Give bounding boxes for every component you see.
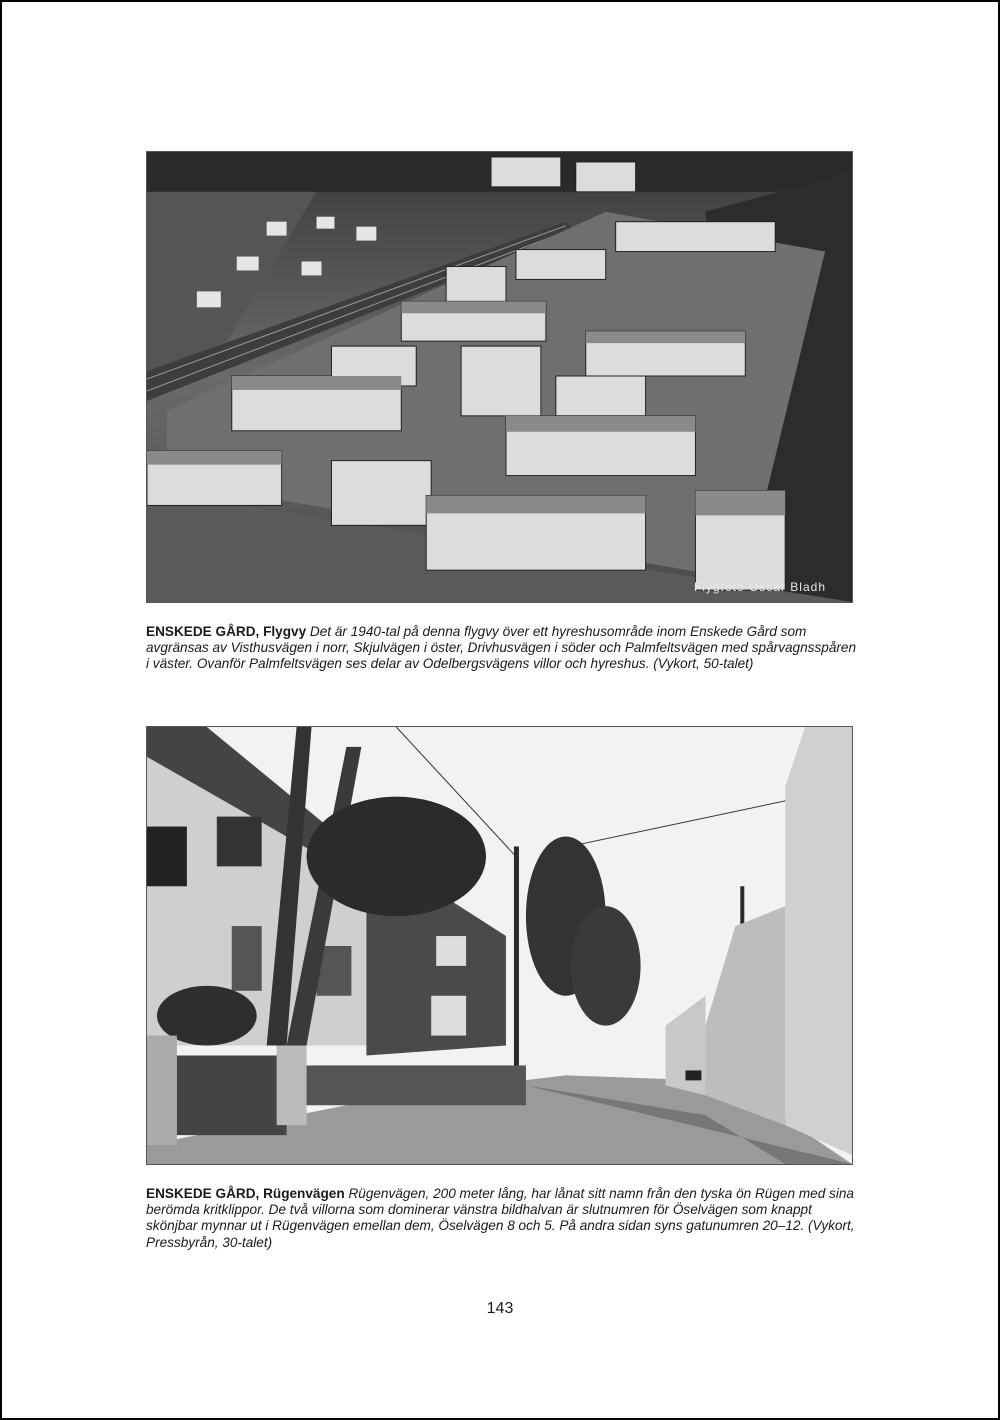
aerial-photo [146,151,853,603]
street-photo [146,726,853,1165]
street-photo-illustration [147,727,852,1164]
photo-caption [146,624,858,673]
photo-credit: Flygfoto Oscar Bladh [693,580,826,594]
photo-caption [146,1186,858,1251]
caption-title: ENSKEDE GÅRD, Flygvy [146,624,310,639]
caption-text: Det är 1940-tal på denna flygvy över ett hyreshusområde inom Enskede Gård som avgränsas av Visthusvägen i norr, Skjulvägen i öster, Drivhusvägen i söder och Palmfeltsvägen med spårvagnsspåren i väster. Ovanför Palmfeltsvägen ses delar av Odelbergsvägens villor och hyreshus. (Vykort, 50-talet) [146,624,857,672]
caption-text: Rügenvägen, 200 meter lång, har lånat sitt namn från den tyska ön Rügen med sina berömda kritklippor. De två villorna som dominerar vänstra bildhalvan är slutnumren för Öselvägen som knappt skönjbar mynnar ut i Rügenvägen emellan dem, Öselvägen 8 och 5. På andra sidan syns gatunumren 20–12. (Vykort, Pressbyrån, 30-talet) [146,1186,855,1250]
caption-title: ENSKEDE GÅRD, Rügenvägen [146,1186,349,1201]
page-number: 143 [486,1300,514,1317]
aerial-photo-illustration [147,152,852,602]
